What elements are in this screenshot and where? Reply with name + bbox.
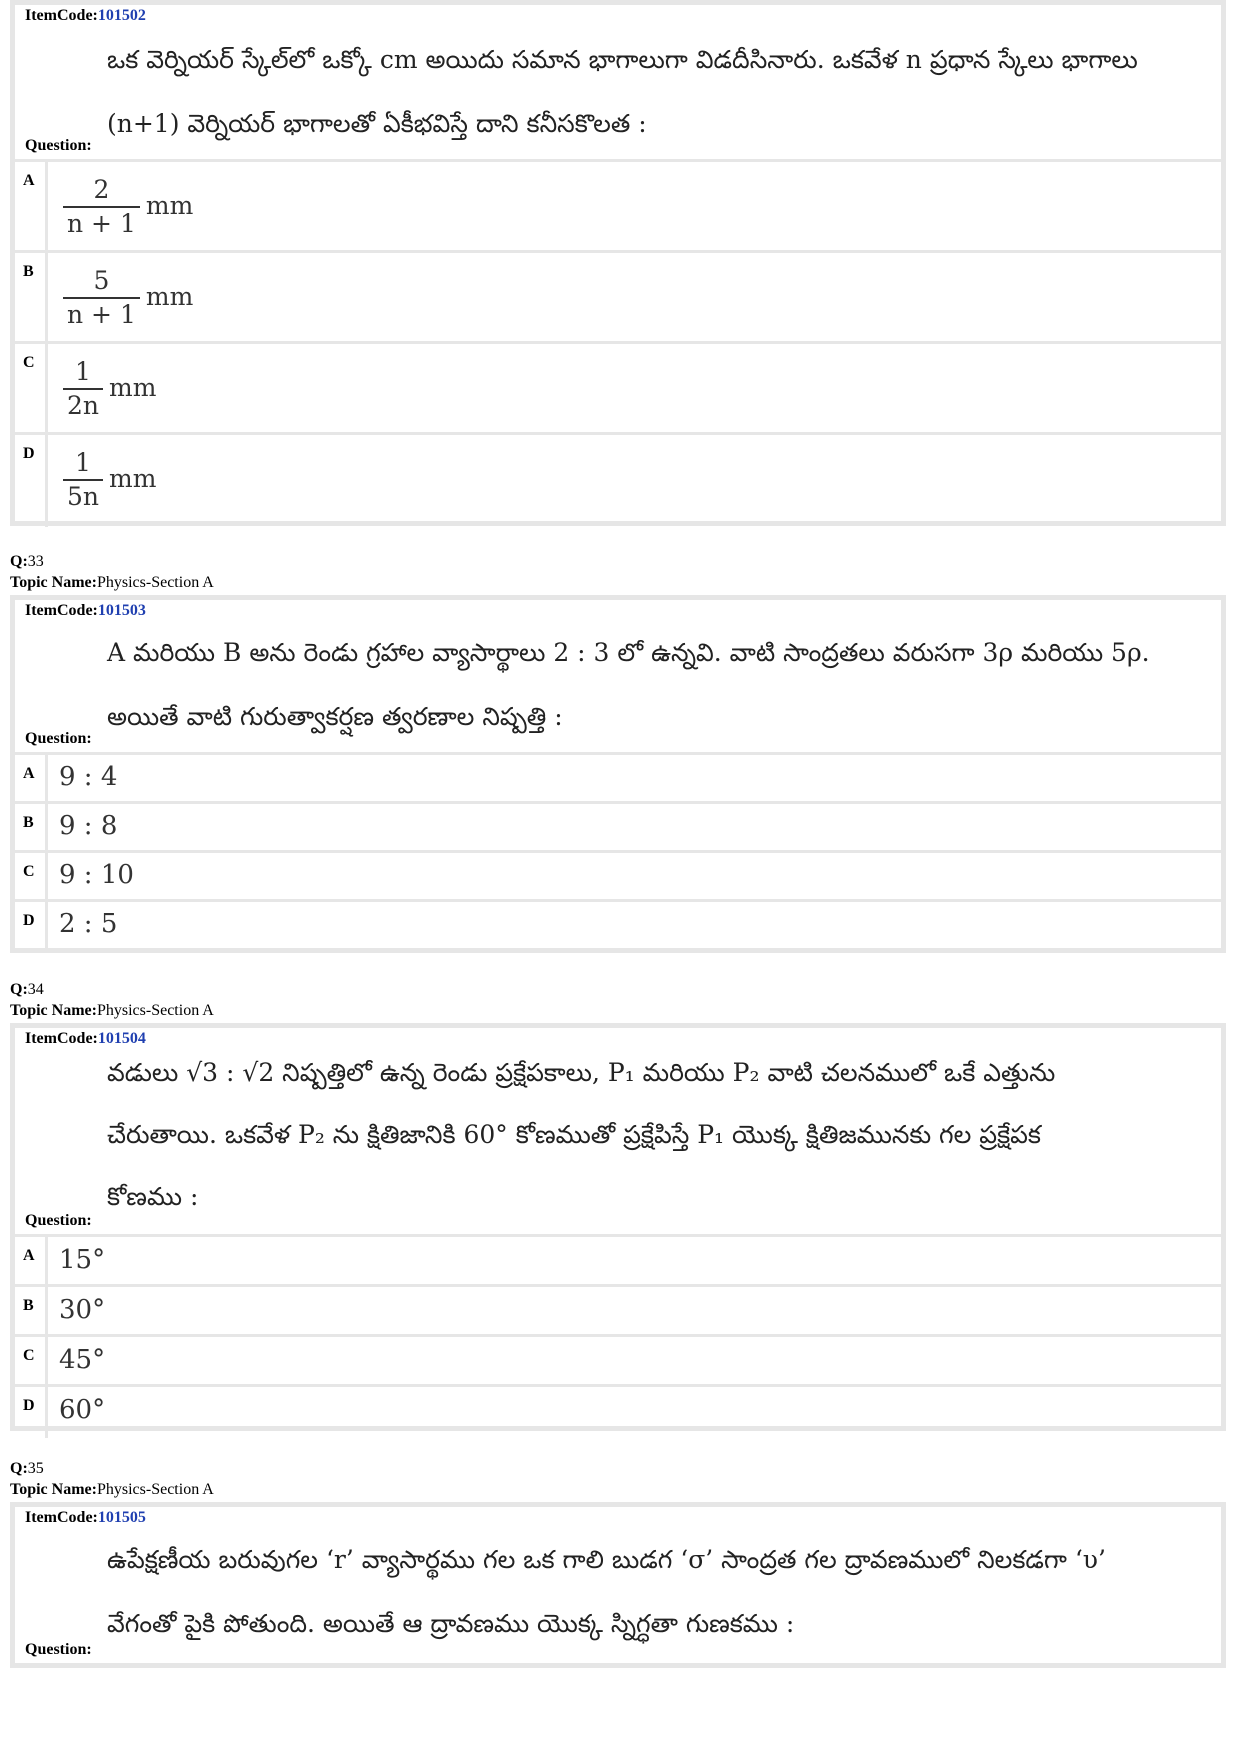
question-label: Question:: [25, 1212, 92, 1229]
question-number: Q:34: [10, 981, 44, 998]
option-letter: B: [15, 1287, 48, 1334]
item-code: ItemCode:101504: [25, 1030, 146, 1047]
option-value: 15°: [59, 1245, 106, 1275]
option-value: 30°: [59, 1295, 106, 1325]
item-code: ItemCode:101502: [25, 7, 146, 24]
question-stem: [15, 5, 1221, 162]
item-code: ItemCode:101503: [25, 602, 146, 619]
option-d[interactable]: [15, 435, 1221, 527]
question-text-line-2: అయితే వాటి గురుత్వాకర్షణ త్వరణాల నిష్పత్తి :: [107, 702, 563, 731]
option-a[interactable]: [15, 1237, 1221, 1287]
option-value: 2 : 5: [59, 909, 118, 939]
question-text-line-3: కోణము :: [107, 1182, 199, 1211]
question-label: Question:: [25, 137, 92, 154]
option-value: $\frac{1}{2n}$ mm: [63, 356, 156, 422]
option-letter: B: [15, 804, 48, 850]
option-letter: D: [15, 902, 48, 952]
option-letter: B: [15, 253, 48, 341]
option-letter: A: [15, 755, 48, 801]
option-c[interactable]: [15, 853, 1221, 902]
option-a[interactable]: [15, 162, 1221, 253]
option-value: $\frac{1}{5n}$ mm: [63, 447, 156, 513]
option-a[interactable]: [15, 755, 1221, 804]
question-text-line-2: వేగంతో పైకి పోతుంది. అయితే ఆ ద్రావణము యొక్క స్నిగ్ధతా గుణకము :: [107, 1609, 795, 1638]
option-c[interactable]: [15, 1337, 1221, 1387]
option-value: 9 : 10: [59, 860, 134, 890]
option-value: 45°: [59, 1345, 106, 1375]
option-d[interactable]: [15, 1387, 1221, 1438]
option-value: 9 : 8: [59, 811, 118, 841]
option-c[interactable]: [15, 344, 1221, 435]
topic-name: Topic Name:Physics-Section A: [10, 1002, 214, 1019]
option-letter: C: [15, 1337, 48, 1384]
option-value: 60°: [59, 1395, 106, 1425]
topic-name: Topic Name:Physics-Section A: [10, 1481, 214, 1498]
option-b[interactable]: [15, 1287, 1221, 1337]
option-letter: C: [15, 344, 48, 432]
question-text-line-1: A మరియు B అను రెండు గ్రహాల వ్యాసార్థాలు 2 : 3 లో ఉన్నవి. వాటి సాంద్రతలు వరుసగా 3ρ మరియు 5ρ.: [107, 638, 1150, 667]
question-stem: [15, 600, 1221, 755]
question-card-101503: [10, 595, 1226, 953]
question-stem: [15, 1028, 1221, 1237]
topic-name: Topic Name:Physics-Section A: [10, 574, 214, 591]
question-text-line-1: వడులు √3 : √2 నిష్పత్తిలో ఉన్న రెండు ప్రక్షేపకాలు, P₁ మరియు P₂ వాటి చలనములో ఒకే ఎత్తును: [107, 1058, 1056, 1087]
item-code: ItemCode:101505: [25, 1509, 146, 1526]
question-text-line-2: చేరుతాయి. ఒకవేళ P₂ ను క్షితిజానికి 60° కోణముతో ప్రక్షేపిస్తే P₁ యొక్క క్షితిజమునకు గల ప్రక్షేపక: [107, 1120, 1041, 1149]
question-card-101505: [10, 1502, 1226, 1668]
question-label: Question:: [25, 730, 92, 747]
option-d[interactable]: [15, 902, 1221, 952]
option-b[interactable]: [15, 253, 1221, 344]
option-letter: A: [15, 1237, 48, 1284]
question-label: Question:: [25, 1641, 92, 1658]
option-letter: C: [15, 853, 48, 899]
question-number: Q:35: [10, 1460, 44, 1477]
question-text-line-2: (n+1) వెర్నియర్ భాగాలతో ఏకీభవిస్తే దాని కనీసకొలత :: [107, 109, 647, 138]
question-card-101502: [10, 0, 1226, 526]
option-letter: A: [15, 162, 48, 250]
question-card-101504: [10, 1023, 1226, 1431]
question-number: Q:33: [10, 553, 44, 570]
question-text-line-1: ఒక వెర్నియర్ స్కేల్‌లో ఒక్కో cm అయిదు సమాన భాగాలుగా విడదీసినారు. ఒకవేళ n ప్రధాన స్కేలు భాగాలు: [107, 45, 1138, 74]
option-value: $\frac{5}{n + 1}$ mm: [63, 265, 193, 331]
option-b[interactable]: [15, 804, 1221, 853]
question-text-line-1: ఉపేక్షణీయ బరువుగల ‘r’ వ్యాసార్థము గల ఒక గాలి బుడగ ‘σ’ సాంద్రత గల ద్రావణములో నిలకడగా ‘υ’: [107, 1545, 1106, 1574]
question-stem: [15, 1507, 1221, 1663]
option-value: 9 : 4: [59, 762, 118, 792]
option-letter: D: [15, 435, 48, 527]
option-value: $\frac{2}{n + 1}$ mm: [63, 174, 193, 240]
option-letter: D: [15, 1387, 48, 1438]
